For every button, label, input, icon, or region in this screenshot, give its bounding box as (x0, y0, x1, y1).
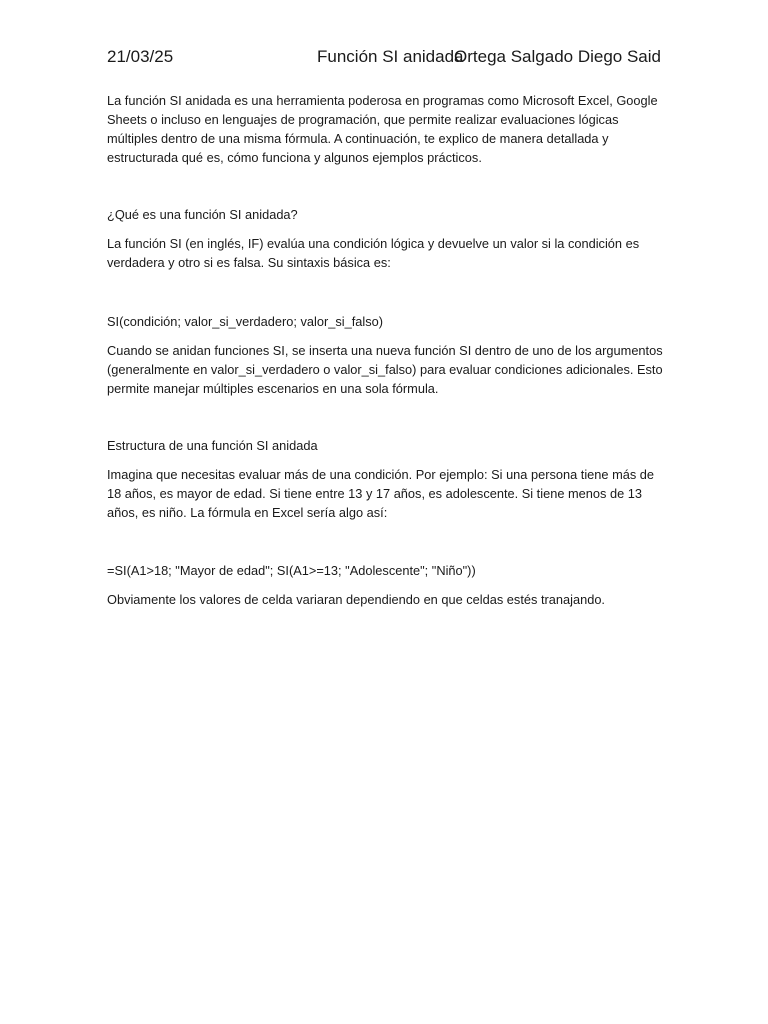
syntax-line: SI(condición; valor_si_verdadero; valor_si_falso) (107, 314, 383, 329)
document-header (107, 46, 663, 70)
example-paragraph: Imagina que necesitas evaluar más de una condición. Por ejemplo: Si una persona tiene más de 18 años, es mayor de edad. Si tiene entre 13 y 17 años, es adolescente. Si tiene menos de 13 años, es niño. La fórmula en Excel sería algo así: (107, 467, 655, 520)
nesting-paragraph: Cuando se anidan funciones SI, se inserta una nueva función SI dentro de uno de los argumentos (generalmente en valor_si_verdadero o valor_si_falso) para evaluar condiciones adicionales. Esto permite manejar múltiples escenarios en una sola fórmula. (107, 343, 663, 396)
closing-paragraph: Obviamente los valores de celda variaran dependiendo en que celdas estés tranajando. (107, 592, 605, 607)
section-heading-what-is: ¿Qué es una función SI anidada? (107, 207, 298, 222)
section-heading-structure: Estructura de una función SI anidada (107, 438, 318, 453)
formula-line: =SI(A1>18; "Mayor de edad"; SI(A1>=13; "Adolescente"; "Niño")) (107, 563, 476, 578)
document-author: Ortega Salgado Diego Said (454, 47, 661, 66)
intro-paragraph: La función SI anidada es una herramienta poderosa en programas como Microsoft Excel, Google Sheets o incluso en lenguajes de programación, que permite realizar evaluaciones lógicas múltiples dentro de una misma fórmula. A continuación, te explico de manera detallada y estructurada qué es, cómo funciona y algunos ejemplos prácticos. (107, 93, 658, 165)
document-date: 21/03/25 (107, 47, 174, 66)
document-title: Función SI anidada (317, 47, 464, 66)
definition-paragraph: La función SI (en inglés, IF) evalúa una condición lógica y devuelve un valor si la condición es verdadera y otro si es falsa. Su sintaxis básica es: (107, 236, 640, 270)
